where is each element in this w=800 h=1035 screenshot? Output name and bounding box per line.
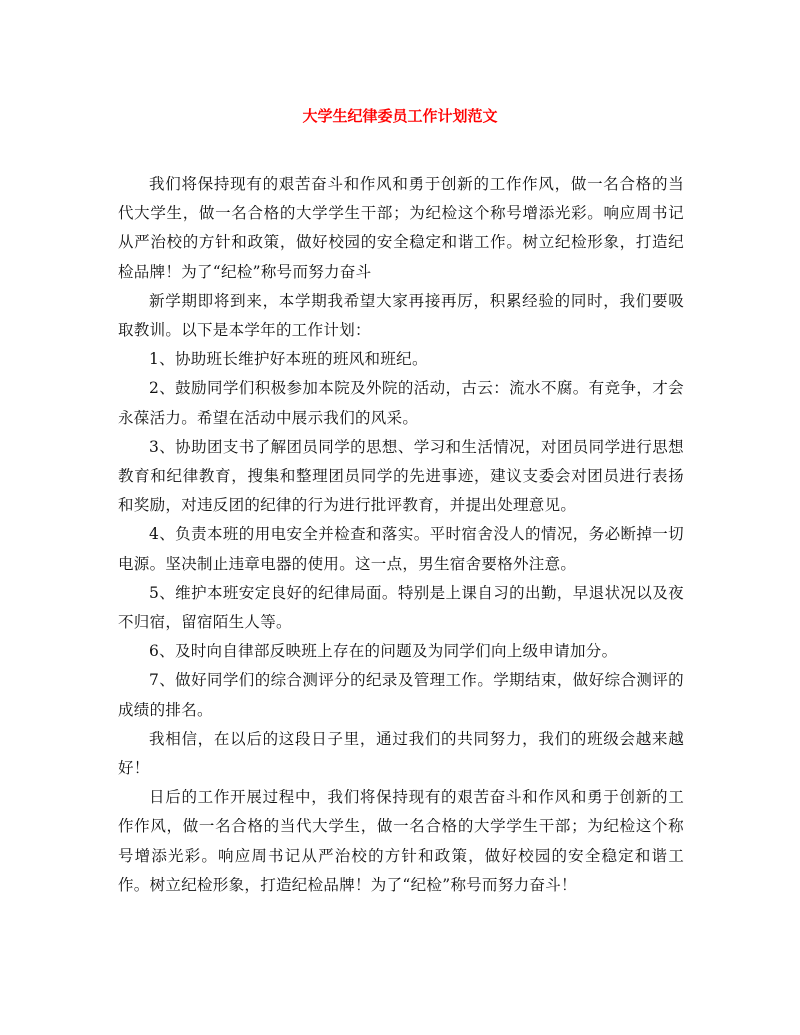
paragraph: 我相信，在以后的这段日子里，通过我们的共同努力，我们的班级会越来越好！ — [118, 729, 684, 778]
list-item: 3、协助团支书了解团员同学的思想、学习和生活情况，对团员同学进行思想教育和纪律教育，搜集和整理团员同学的先进事迹，建议支委会对团员进行表扬和奖励，对违反团的纪律的行为进行批评教育，并提出处理意见。 — [118, 437, 684, 515]
paragraph: 日后的工作开展过程中，我们将保持现有的艰苦奋斗和作风和勇于创新的工作作风，做一名合格的当代大学生，做一名合格的大学学生干部；为纪检这个称号增添光彩。响应周书记从严治校的方针和政策，做好校园的安全稳定和谐工作。树立纪检形象，打造纪检品牌！为了“纪检”称号而努力奋斗！ — [118, 788, 684, 894]
list-item: 7、做好同学们的综合测评分的纪录及管理工作。学期结束，做好综合测评的成绩的排名。 — [118, 671, 684, 719]
paragraph: 新学期即将到来，本学期我希望大家再接再厉，积累经验的同时，我们要吸取教训。以下是本学年的工作计划： — [118, 291, 684, 340]
paragraph: 我们将保持现有的艰苦奋斗和作风和勇于创新的工作作风，做一名合格的当代大学生，做一名合格的大学学生干部；为纪检这个称号增添光彩。响应周书记从严治校的方针和政策，做好校园的安全稳定和谐工作。树立纪检形象，打造纪检品牌！为了“纪检”称号而努力奋斗 — [118, 175, 684, 281]
list-item: 2、鼓励同学们积极参加本院及外院的活动，古云：流水不腐。有竞争，才会永葆活力。希望在活动中展示我们的风采。 — [118, 379, 684, 427]
document-title: 大学生纪律委员工作计划范文 — [302, 107, 498, 125]
list-item: 4、负责本班的用电安全并检查和落实。平时宿舍没人的情况，务必断掉一切电源。坚决制止违章电器的使用。这一点，男生宿舍要格外注意。 — [118, 525, 684, 573]
list-item: 6、及时向自律部反映班上存在的问题及为同学们向上级申请加分。 — [149, 642, 618, 661]
document-body — [118, 170, 684, 900]
list-item: 1、协助班长维护好本班的班风和班纪。 — [149, 350, 428, 369]
list-item: 5、维护本班安定良好的纪律局面。特别是上课自习的出勤，早退状况以及夜不归宿，留宿陌生人等。 — [118, 583, 684, 632]
